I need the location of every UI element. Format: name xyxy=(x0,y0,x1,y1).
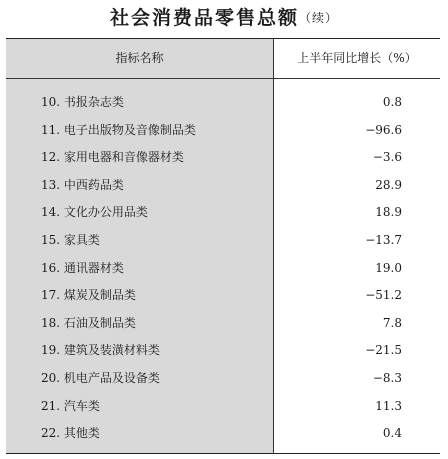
row-name: 12. 家用电器和音像器材类 xyxy=(41,150,184,165)
row-name: 15. 家具类 xyxy=(41,232,100,247)
row-value: −8.3 xyxy=(372,370,402,385)
row-value: 11.3 xyxy=(375,398,402,413)
row-name: 13. 中西药品类 xyxy=(41,177,124,192)
row-name: 22. 其他类 xyxy=(41,426,100,441)
table-body xyxy=(6,89,440,448)
table-row xyxy=(6,420,440,448)
row-value: −3.6 xyxy=(372,150,402,165)
row-value: −13.7 xyxy=(365,232,402,247)
row-value: −51.2 xyxy=(365,288,402,303)
row-name: 20. 机电产品及设备类 xyxy=(41,370,160,385)
row-value: 0.4 xyxy=(382,426,402,441)
title-suffix: （续） xyxy=(299,11,339,25)
row-value: 19.0 xyxy=(375,260,402,275)
table-row xyxy=(6,89,440,117)
table-row xyxy=(6,393,440,421)
row-value: −96.6 xyxy=(365,122,402,137)
header-growth-rate: 上半年同比增长（%） xyxy=(297,51,417,65)
header-indicator-name: 指标名称 xyxy=(6,39,273,78)
table-row xyxy=(6,227,440,255)
table-row xyxy=(6,144,440,172)
table-row xyxy=(6,282,440,310)
row-value: 0.8 xyxy=(382,95,402,109)
row-value: 28.9 xyxy=(375,177,402,192)
row-name: 19. 建筑及装潢材料类 xyxy=(41,343,160,358)
table-row xyxy=(6,337,440,365)
table-row xyxy=(6,310,440,338)
row-name: 10. 书报杂志类 xyxy=(41,95,124,109)
table-row xyxy=(6,199,440,227)
retail-sales-table xyxy=(6,38,440,454)
row-name: 11. 电子出版物及音像制品类 xyxy=(41,122,196,137)
row-value: −21.5 xyxy=(365,343,402,358)
title-text: 社会消费品零售总额 xyxy=(109,7,299,29)
table-row xyxy=(6,172,440,200)
row-value: 7.8 xyxy=(382,315,402,330)
table-row xyxy=(6,365,440,393)
page-title xyxy=(0,6,448,30)
table-row xyxy=(6,117,440,145)
table-row xyxy=(6,255,440,283)
row-name: 17. 煤炭及制品类 xyxy=(41,288,136,303)
row-value: 18.9 xyxy=(375,205,402,220)
row-name: 14. 文化办公用品类 xyxy=(41,205,148,220)
table-header xyxy=(6,39,440,79)
row-name: 18. 石油及制品类 xyxy=(41,315,136,330)
row-name: 21. 汽车类 xyxy=(41,398,100,413)
row-name: 16. 通讯器材类 xyxy=(41,260,124,275)
